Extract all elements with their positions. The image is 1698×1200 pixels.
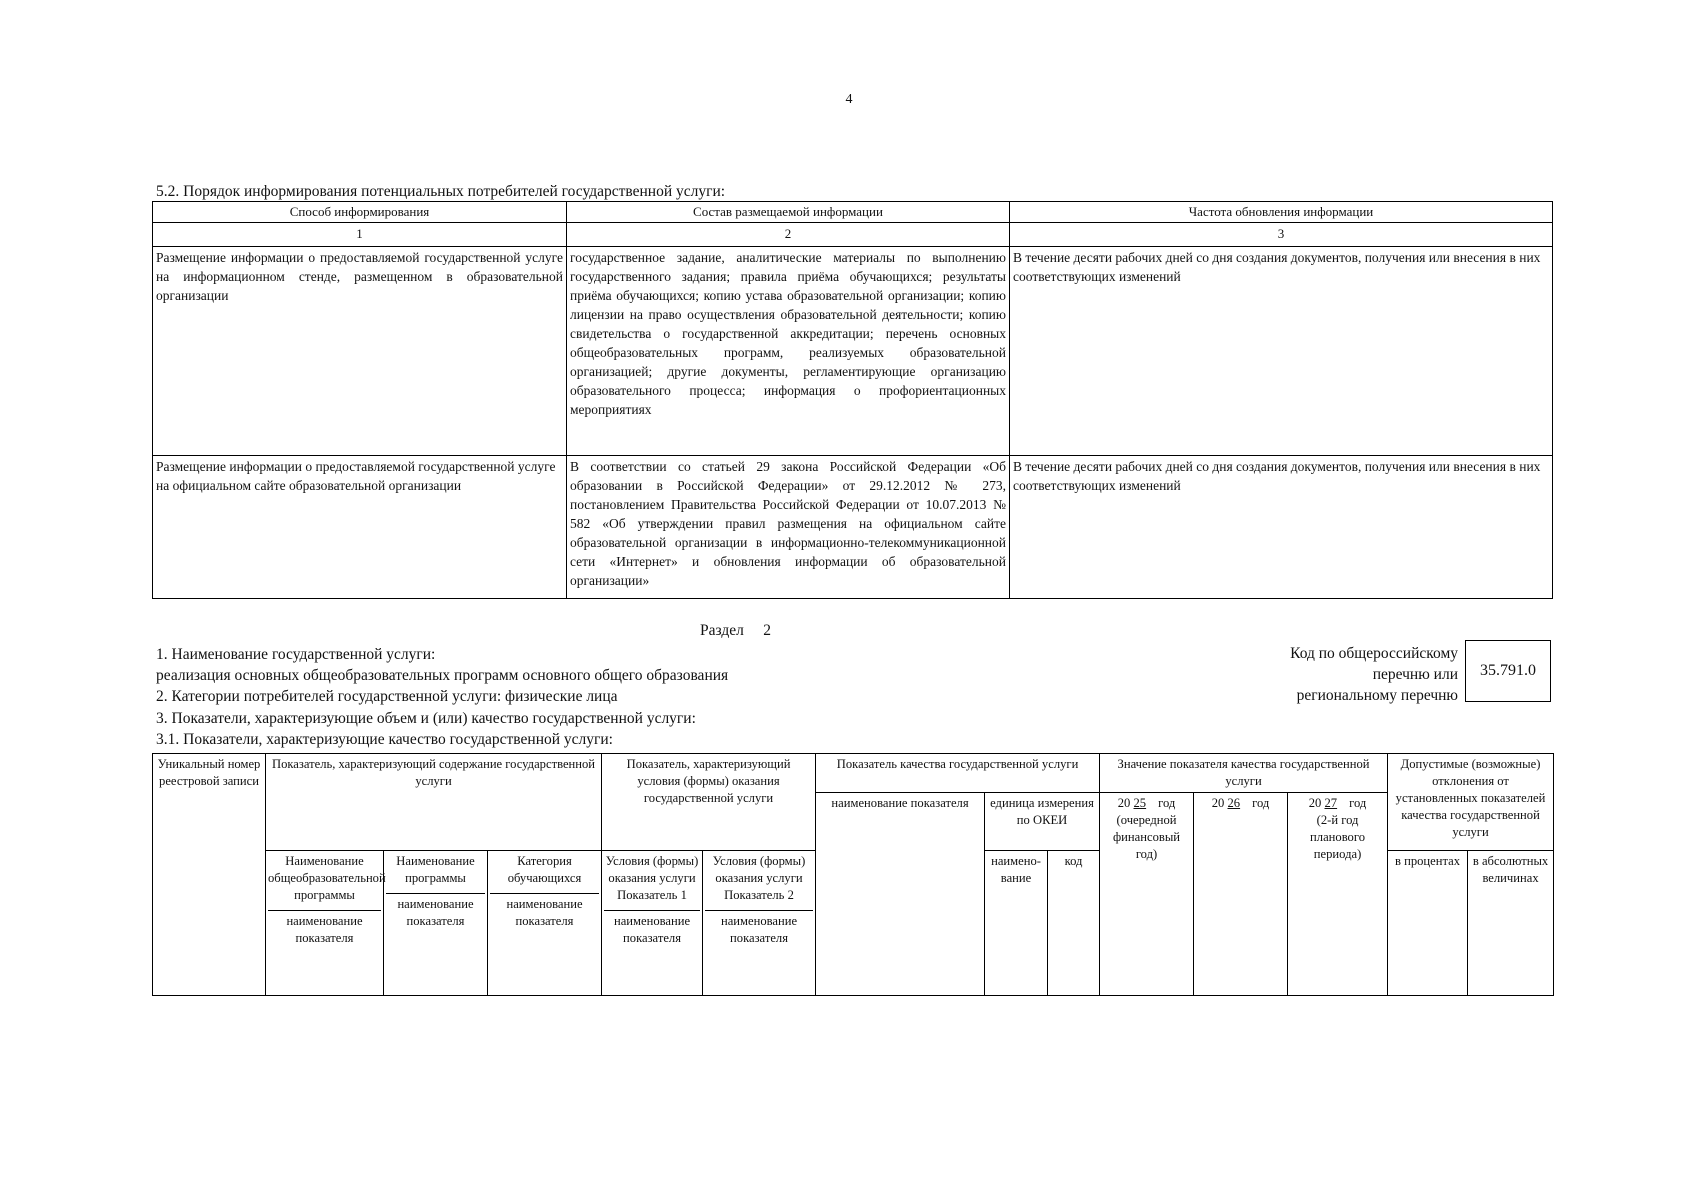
year-prefix: 20 (1211, 796, 1225, 810)
code-label-line: Код по общероссийскому (1290, 645, 1458, 662)
content-cell: государственное задание, аналитические материалы по выполнению государственного задания; правила приёма обучающихся; результаты приёма обучающихся; копию устава образовательной организации; копию лицензии на право осуществления образовательной деятельности; копию свидетельства о государственной аккредитации; перечень основных общеобразовательных программ, реализуемых образовательной организацией; другие документы, регламентирующие организацию образовательного процесса; информация о профориентационных мероприятиях (567, 247, 1010, 456)
col-number-2: 2 (567, 223, 1010, 247)
year-suffix: год (1252, 796, 1270, 810)
year-suffix: год (1349, 796, 1367, 810)
year-note: (очередной финансовый год) (1113, 813, 1181, 861)
year-3-header (1288, 793, 1388, 996)
code-label-line: региональному перечню (1296, 687, 1458, 704)
subcol-program (266, 851, 384, 996)
subcol-label: Категория обучающихся (507, 854, 582, 885)
subcol-indicator-label: наименование показателя (386, 893, 485, 930)
informing-table (152, 201, 1553, 599)
header-content: Состав размещаемой информации (567, 202, 1010, 223)
year-1-header (1100, 793, 1194, 996)
deviation-percent-header: в процентах (1388, 851, 1468, 996)
subcol-indicator-label: наименование показателя (604, 910, 700, 947)
header-method: Способ информирования (153, 202, 567, 223)
indicators-heading: 3. Показатели, характеризующие объем и (или) качество государственной услуги: (156, 710, 696, 727)
unit-name-header: наимено-вание (985, 851, 1048, 996)
frequency-cell: В течение десяти рабочих дней со дня создания документов, получения или внесения в них соответствующих изменений (1010, 247, 1553, 456)
registry-code-label (1240, 643, 1458, 706)
table-row (153, 247, 1553, 456)
table-number-row (153, 223, 1553, 247)
table-header-row (153, 754, 1554, 793)
section-heading (700, 622, 771, 640)
deviation-absolute-header: в абсолютных величинах (1468, 851, 1554, 996)
subcol-indicator-label: наименование показателя (490, 893, 599, 930)
subcol-indicator-label: наименование показателя (268, 910, 381, 947)
subcol-label: Условия (формы) оказания услуги Показатель 2 (712, 854, 806, 902)
page-number: 4 (845, 92, 853, 107)
service-name-value: реализация основных общеобразовательных программ основного общего образования (156, 667, 729, 684)
content-cell: В соответствии со статьей 29 закона Российской Федерации «Об образовании в Российской Федерации» от 29.12.2012 № 273, постановлением Правительства Российской Федерации от 10.07.2013 № 582 «Об утверждении правил размещения на официальном сайте образовательной организации в информационно-телекоммуникационной сети «Интернет» и обновления информации об образовательной организации» (567, 456, 1010, 599)
quality-value-header: Значение показателя качества государственной услуги (1100, 754, 1388, 793)
subcol-label: Условия (формы) оказания услуги Показатель 1 (605, 854, 699, 902)
col-number-3: 3 (1010, 223, 1553, 247)
subcol-category (488, 851, 602, 996)
section-label: Раздел (700, 622, 744, 639)
year-value: 25 (1133, 796, 1147, 810)
year-2-header (1194, 793, 1288, 996)
unit-header: единица измерения по ОКЕИ (985, 793, 1100, 851)
table-header-row (153, 202, 1553, 223)
code-label-line: перечню или (1372, 666, 1458, 683)
table-row (153, 456, 1553, 599)
content-indicator-header: Показатель, характеризующий содержание государственной услуги (266, 754, 602, 851)
method-cell: Размещение информации о предоставляемой государственной услуге на информационном стенде, размещенном в образовательной организации (153, 247, 567, 456)
consumer-categories: 2. Категории потребителей государственной услуги: физические лица (156, 688, 618, 705)
frequency-cell: В течение десяти рабочих дней со дня создания документов, получения или внесения в них соответствующих изменений (1010, 456, 1553, 599)
subcol-condition-1 (602, 851, 703, 996)
quality-indicator-header: Показатель качества государственной услуги (816, 754, 1100, 793)
col-number-1: 1 (153, 223, 567, 247)
service-name-label: 1. Наименование государственной услуги: (156, 646, 436, 663)
year-prefix: 20 (1117, 796, 1131, 810)
year-note: (2-й год планового периода) (1310, 813, 1366, 861)
section-number: 2 (763, 622, 771, 639)
subcol-indicator-label: наименование показателя (705, 910, 813, 947)
year-value: 26 (1227, 796, 1241, 810)
unique-record-header: Уникальный номер реестровой записи (153, 754, 266, 996)
subcol-label: Наименование программы (396, 854, 475, 885)
quality-indicators-table (152, 753, 1554, 996)
subcol-label: Наименование общеобразовательной программы (268, 854, 386, 902)
subcol-program-name (384, 851, 488, 996)
header-frequency: Частота обновления информации (1010, 202, 1553, 223)
year-value: 27 (1324, 796, 1338, 810)
section-5-2-title: 5.2. Порядок информирования потенциальных потребителей государственной услуги: (156, 183, 726, 200)
unit-code-header: код (1048, 851, 1100, 996)
deviation-header: Допустимые (возможные) отклонения от установленных показателей качества государственной услуги (1388, 754, 1554, 851)
quality-indicators-heading: 3.1. Показатели, характеризующие качество государственной услуги: (156, 731, 613, 748)
year-prefix: 20 (1308, 796, 1322, 810)
subcol-condition-2 (703, 851, 816, 996)
indicator-name-header: наименование показателя (816, 793, 985, 996)
conditions-indicator-header: Показатель, характеризующий условия (формы) оказания государственной услуги (602, 754, 816, 851)
method-cell: Размещение информации о предоставляемой государственной услуге на официальном сайте образовательной организации (153, 456, 567, 599)
year-suffix: год (1158, 796, 1176, 810)
registry-code-box: 35.791.0 (1465, 640, 1551, 702)
